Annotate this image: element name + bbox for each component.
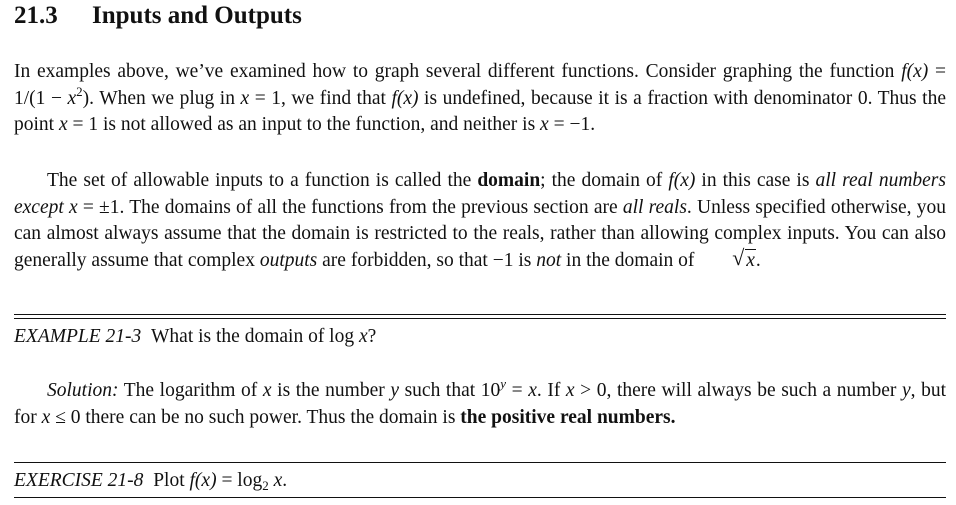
example-heading (14, 324, 376, 350)
section-heading (14, 2, 302, 30)
text: = 1, we find that (249, 87, 392, 109)
example-tag: EXAMPLE 21-3 (14, 326, 142, 347)
math-x: x (69, 196, 78, 218)
text: , but for (14, 380, 946, 428)
math-fx: f(x) (189, 470, 217, 491)
math-x: x (358, 326, 368, 347)
text: The set of allowable inputs to a function is called the (47, 170, 478, 191)
italic-text: all reals (622, 196, 687, 218)
text: in this case is (695, 170, 816, 191)
math-exponent: 2 (76, 83, 83, 99)
text: in the domain of (561, 249, 700, 271)
text: In examples above, we’ve examined how to graph several different functions. Consider graphing the function (14, 61, 902, 82)
math-x: x (528, 380, 537, 401)
math-x: x (262, 380, 272, 401)
text: . (670, 406, 676, 428)
math-fx: f(x) (901, 61, 929, 82)
math-x: x (58, 114, 68, 135)
italic-text: not (536, 249, 562, 271)
sqrt-expression (699, 244, 756, 275)
math-x: x (240, 87, 250, 109)
text: = (506, 380, 529, 401)
text: = 1/(1 − (14, 61, 947, 109)
text: . Unless specified otherwise, you can almost always assume that the domain is restricted to the reals, rather than allowing complex inputs. You can also generally assume that complex (14, 196, 946, 271)
solution-label: Solution: (47, 380, 119, 401)
italic-text: outputs (259, 249, 318, 271)
math-y: y (390, 380, 399, 401)
exercise-heading (14, 468, 287, 494)
paragraph-intro (14, 59, 946, 139)
math-fx: f(x) (391, 87, 419, 109)
math-subscript: 2 (262, 478, 269, 493)
text: = ±1. The domains of all the functions from the previous section are (77, 196, 623, 218)
math-x: x (565, 380, 575, 401)
text: The logarithm of (118, 380, 263, 401)
section-number: 21.3 (14, 2, 58, 29)
paragraph-domain (14, 168, 946, 274)
example-question: What is the domain of log (151, 326, 359, 347)
math-x: x (746, 249, 755, 271)
math-x: x (540, 114, 549, 135)
text: = −1. (548, 114, 596, 135)
example-top-rule-inner (14, 318, 946, 319)
math-y: y (901, 380, 911, 401)
exercise-tag: EXERCISE 21-8 (14, 470, 144, 491)
text: . If (536, 380, 566, 401)
italic-text: all real numbers except (14, 170, 946, 218)
text: is the number (271, 380, 391, 401)
text: . (282, 470, 288, 491)
answer-bold: the positive real numbers (460, 406, 671, 428)
math-x: x (273, 470, 283, 491)
math-x: x (67, 87, 77, 109)
term-domain: domain (477, 170, 541, 191)
radical-sign: √ (732, 244, 745, 270)
text: ≤ 0 there can be no such power. Thus the domain is (50, 406, 461, 428)
example-top-rule (14, 314, 946, 315)
text: = 1 is not allowed as an input to the function, and neither is (67, 114, 541, 135)
math-exponent: y (500, 376, 507, 391)
text: are forbidden, so that −1 is (317, 249, 537, 271)
text: Plot (153, 470, 190, 491)
text: ). When we plug in (82, 87, 241, 109)
solution-paragraph (14, 378, 946, 431)
text: ; the domain of (540, 170, 669, 191)
section-title: Inputs and Outputs (92, 2, 302, 29)
text: such that 10 (398, 380, 501, 401)
text: = log (216, 470, 263, 491)
text: . (755, 249, 761, 271)
exercise-bottom-rule (14, 497, 946, 498)
text: > 0, there will always be such a number (574, 380, 902, 401)
math-fx: f(x) (668, 170, 696, 191)
exercise-top-rule (14, 462, 946, 463)
math-x: x (41, 406, 51, 428)
text: is undefined, because it is a fraction with denominator 0. Thus the point (14, 87, 946, 135)
text: ? (367, 326, 377, 347)
